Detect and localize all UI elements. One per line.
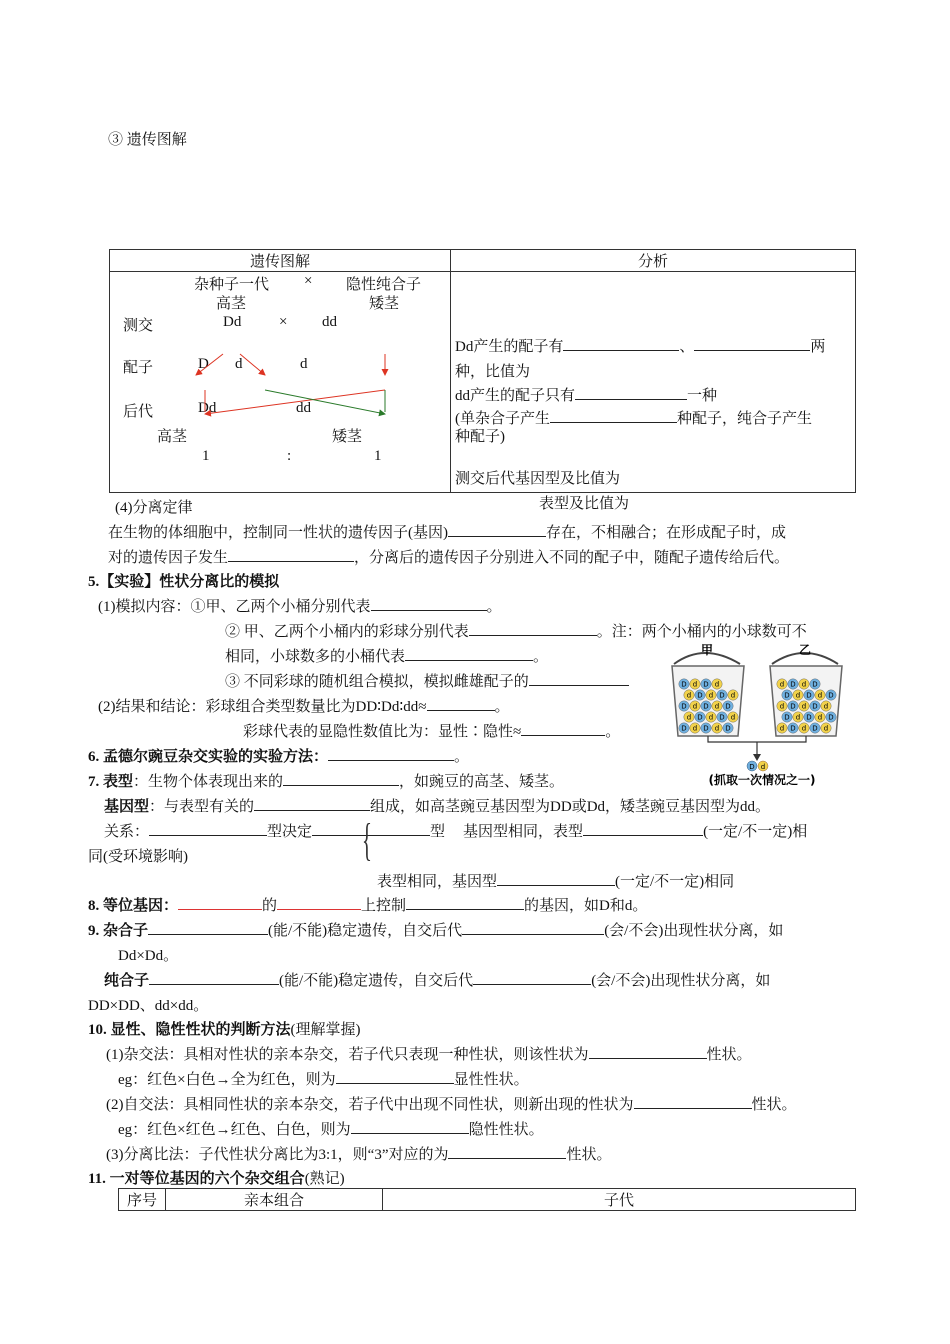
analysis-line: 种，比值为 bbox=[455, 364, 531, 380]
genotype-dd: dd bbox=[322, 314, 337, 330]
ball-label: D bbox=[719, 713, 725, 722]
law-line: 对的遗传因子发生 ，分离后的遗传因子分别进入不同的配子中，随配子遗传给后代。 bbox=[108, 546, 789, 567]
ball-label: d bbox=[686, 713, 692, 722]
ball-label: d bbox=[823, 702, 829, 711]
diagram-cell bbox=[110, 272, 451, 493]
ratio-colon: : bbox=[287, 448, 292, 464]
ball-label: d bbox=[714, 724, 720, 733]
s10-line: (2)自交法：具相同性状的亲本杂交，若子代中出现不同性状，则新出现的性状为 性状。 bbox=[106, 1093, 797, 1114]
col-header-offspring: 子代 bbox=[383, 1189, 856, 1211]
section7-line: 基因型：与表型有关的 组成，如高茎豌豆基因型为DD或Dd，矮茎豌豆基因型为dd。 bbox=[104, 795, 770, 816]
law-title: (4)分离定律 bbox=[115, 500, 193, 516]
analysis-line: dd产生的配子只有 一种 bbox=[455, 384, 717, 405]
arrow-Dd-to-d bbox=[240, 354, 265, 375]
ball-label: d bbox=[714, 702, 720, 711]
ball-label: d bbox=[795, 691, 801, 700]
ball-label: D bbox=[719, 691, 725, 700]
s5-line: ② 甲、乙两个小桶内的彩球分别代表 。注：两个小桶内的小球数可不 bbox=[225, 620, 807, 641]
ball-label: d bbox=[795, 713, 801, 722]
gamete-d: d bbox=[235, 356, 243, 372]
ball-label: d bbox=[692, 724, 698, 733]
section7-line: 表型相同，基因型 (一定/不一定)相同 bbox=[377, 870, 734, 891]
ball-label: D bbox=[806, 713, 812, 722]
genotype-Dd: Dd bbox=[223, 314, 242, 330]
gamete-D: D bbox=[198, 356, 209, 372]
ball-label: D bbox=[828, 713, 834, 722]
ball-label: D bbox=[703, 724, 709, 733]
drawn-ball-D-label: D bbox=[749, 763, 755, 771]
offspring-short: 矮茎 bbox=[332, 429, 363, 445]
section7-line: 7. 表型：生物个体表现出来的 ，如豌豆的高茎、矮茎。 bbox=[88, 770, 564, 791]
ball-label: d bbox=[714, 680, 720, 689]
ball-label: d bbox=[730, 713, 736, 722]
s5-line: 彩球代表的显隐性数值比为：显性∶隐性≈ 。 bbox=[243, 720, 620, 741]
cross-arrows bbox=[110, 272, 450, 492]
ball-label: D bbox=[812, 724, 818, 733]
cross-symbol-2: × bbox=[279, 314, 288, 330]
brace-icon: { bbox=[362, 814, 372, 865]
parent2-label: 隐性纯合子 bbox=[346, 277, 422, 293]
table-header-right: 分析 bbox=[451, 250, 856, 272]
ball-label: D bbox=[812, 680, 818, 689]
ball-label: d bbox=[801, 702, 807, 711]
s5-line: ③ 不同彩球的随机组合模拟，模拟雌雄配子的 bbox=[225, 670, 629, 691]
cross-symbol: × bbox=[304, 273, 313, 289]
ball-label: D bbox=[681, 680, 687, 689]
analysis-line: (单杂合子产生 种配子，纯合子产生 bbox=[455, 407, 812, 428]
ball-label: D bbox=[681, 724, 687, 733]
col-header-parents: 亲本组合 bbox=[166, 1189, 383, 1211]
ball-label: d bbox=[779, 702, 785, 711]
ball-label: D bbox=[828, 691, 834, 700]
s5-line: 相同，小球数多的小桶代表 。 bbox=[225, 645, 548, 666]
s10-line: eg：红色×白色→全为红色，则为 显性性状。 bbox=[118, 1068, 529, 1089]
offspring-dd: dd bbox=[296, 400, 311, 416]
ball-label: d bbox=[823, 724, 829, 733]
ball-label: D bbox=[697, 713, 703, 722]
ball-label: D bbox=[725, 724, 731, 733]
figure-caption: (抓取一次情况之一) bbox=[708, 773, 816, 787]
gamete-d: d bbox=[300, 356, 308, 372]
section8: 8. 等位基因： 的 上控制 的基因，如D和d。 bbox=[88, 894, 647, 915]
ball-label: D bbox=[812, 702, 818, 711]
ball-label: d bbox=[817, 691, 823, 700]
row-label-offspring: 后代 bbox=[123, 404, 154, 420]
row-label-testcross: 测交 bbox=[123, 318, 154, 334]
analysis-cell bbox=[451, 272, 856, 512]
s10-line: (3)分离比法：子代性状分离比为3:1，则“3”对应的为 性状。 bbox=[106, 1143, 612, 1164]
ball-label: d bbox=[801, 680, 807, 689]
ball-label: D bbox=[790, 724, 796, 733]
ball-label: D bbox=[697, 691, 703, 700]
section7-line: 关系： 型决定 型 基因型相同，表型 (一定/不一定)相 bbox=[104, 820, 807, 841]
ball-label: D bbox=[703, 680, 709, 689]
cross-combo-table bbox=[118, 1188, 856, 1211]
analysis-line: 表型及比值为 bbox=[539, 496, 630, 512]
analysis-line: 种配子) bbox=[455, 429, 505, 445]
ball-label: D bbox=[784, 713, 790, 722]
ball-label: d bbox=[801, 724, 807, 733]
section6: 6. 孟德尔豌豆杂交实验的实验方法： 。 bbox=[88, 745, 469, 766]
section9-line: 9. 杂合子 (能/不能)稳定遗传，自交后代 (会/不会)出现性状分离，如 bbox=[88, 919, 783, 940]
drawn-ball-d-label: d bbox=[760, 763, 766, 771]
s10-line: (1)杂交法：具相对性状的亲本杂交，若子代只表现一种性状，则该性状为 性状。 bbox=[106, 1043, 752, 1064]
s10-line: eg：红色×红色→红色、白色，则为 隐性性状。 bbox=[118, 1118, 544, 1139]
ball-label: D bbox=[806, 691, 812, 700]
law-line: 在生物的体细胞中，控制同一性状的遗传因子(基因) 存在，不相融合；在形成配子时，成 bbox=[108, 521, 786, 542]
s5-line: (1)模拟内容：①甲、乙两个小桶分别代表 。 bbox=[98, 595, 502, 616]
ball-label: d bbox=[708, 713, 714, 722]
s5-line: (2)结果和结论：彩球组合类型数量比为DD∶Dd∶dd≈ 。 bbox=[98, 695, 510, 716]
table-header-left: 遗传图解 bbox=[110, 250, 451, 272]
section-title: ③ 遗传图解 bbox=[108, 132, 187, 148]
ball-label: d bbox=[708, 691, 714, 700]
ball-label: d bbox=[692, 702, 698, 711]
ball-label: D bbox=[784, 691, 790, 700]
section9-line: Dd×Dd。 bbox=[118, 948, 179, 964]
parent1-label: 杂种子一代 bbox=[194, 277, 270, 293]
ball-label: D bbox=[681, 702, 687, 711]
section9-line: 纯合子 (能/不能)稳定遗传，自交后代 (会/不会)出现性状分离，如 bbox=[104, 969, 770, 990]
ball-label: d bbox=[817, 713, 823, 722]
arrow-d-to-dd bbox=[265, 390, 385, 414]
section10-title: 10. 显性、隐性性状的判断方法(理解掌握) bbox=[88, 1022, 361, 1038]
section11-title: 11. 一对等位基因的六个杂交组合(熟记) bbox=[88, 1171, 345, 1187]
section9-line: DD×DD、dd×dd。 bbox=[88, 998, 209, 1014]
ball-label: D bbox=[703, 702, 709, 711]
arrow-d-to-Dd bbox=[205, 390, 385, 414]
offspring-tall: 高茎 bbox=[157, 429, 188, 445]
draw-arrow-icon bbox=[753, 754, 761, 761]
ball-label: D bbox=[725, 702, 731, 711]
bucket-figure bbox=[662, 640, 862, 790]
bucket-label-yi: 乙 bbox=[798, 643, 812, 657]
draw-connector bbox=[708, 736, 806, 756]
ball-label: d bbox=[686, 691, 692, 700]
section7-line: 同(受环境影响) bbox=[88, 849, 188, 865]
ball-label: d bbox=[730, 691, 736, 700]
tall-phenotype: 高茎 bbox=[216, 296, 247, 312]
analysis-line: 测交后代基因型及比值为 bbox=[455, 471, 621, 487]
short-phenotype: 矮茎 bbox=[369, 296, 400, 312]
analysis-line: Dd产生的配子有 、 两 bbox=[455, 335, 825, 356]
ball-label: D bbox=[790, 702, 796, 711]
ball-label: d bbox=[692, 680, 698, 689]
offspring-Dd: Dd bbox=[198, 400, 217, 416]
ball-label: d bbox=[779, 724, 785, 733]
bucket-label-jia: 甲 bbox=[700, 643, 714, 657]
col-header-index: 序号 bbox=[119, 1189, 166, 1211]
row-label-gamete: 配子 bbox=[123, 360, 154, 376]
ball-label: D bbox=[790, 680, 796, 689]
ratio-value: 1 bbox=[202, 448, 210, 464]
ratio-value: 1 bbox=[374, 448, 382, 464]
ball-label: d bbox=[779, 680, 785, 689]
section5-title: 5.【实验】性状分离比的模拟 bbox=[88, 574, 280, 590]
arrow-Dd-to-D bbox=[196, 354, 223, 375]
